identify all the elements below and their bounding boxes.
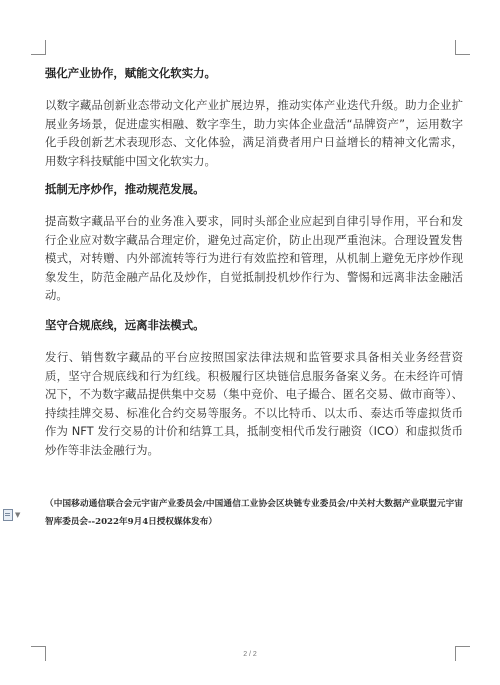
crop-mark-top-left <box>31 40 46 55</box>
page-number: 2 / 2 <box>243 651 257 658</box>
chevron-down-icon: ▼ <box>15 510 21 519</box>
section-heading-1: 强化产业协作，赋能文化软实力。 <box>45 66 216 80</box>
section-heading-2: 抵制无序炒作，推动规范发展。 <box>45 182 205 196</box>
section-paragraph-1: 以数字藏品创新业态带动文化产业扩展边界，推动实体产业迭代升级。助力企业扩展业务场景，促进虚实相融、数字孪生，助力实体企业盘活“品牌资产”，运用数字化手段创新艺术表现形态、文化体验，满足消费者用户日益增长的精神文化需求，用数字科技赋能中国文化软实力。 <box>45 98 463 168</box>
section-heading-3: 坚守合规底线，远离非法模式。 <box>45 318 205 332</box>
document-icon <box>3 509 13 521</box>
document-icon-button[interactable] <box>3 508 25 522</box>
section-paragraph-2: 提高数字藏品平台的业务准入要求，同时头部企业应起到自律引导作用，平台和发行企业应对数字藏品合理定价，避免过高定价，防止出现严重泡沫。合理设置发售模式，对转赠、内外部流转等行为进行有效监控和管理，从机制上避免无序炒作现象发生，防范金融产品化及炒作，自觉抵制投机炒作行为、警惕和远离非法金融活动。 <box>45 214 463 302</box>
source-footnote: （中国移动通信联合会元宇宙产业委员会/中国通信工业协会区块链专业委员会/中关村大数据产业联盟元宇宙智库委员会--2022年9月4日授权媒体发布） <box>45 499 463 527</box>
crop-mark-top-right <box>455 40 470 55</box>
section-paragraph-3: 发行、销售数字藏品的平台应按照国家法律法规和监管要求具备相关业务经营资质，坚守合规底线和行为红线。积极履行区块链信息服务备案义务。在未经许可情况下，不为数字藏品提供集中交易（集中竞价、电子撮合、匿名交易、做市商等）、持续挂牌交易、标准化合约交易等服务。不以比特币、以太币、泰达币等虚拟货币作为 NFT 发行交易的计价和结算工具，抵制变相代币发行融资（ICO）和虚拟货币炒作等非法金融行为。 <box>45 350 463 457</box>
